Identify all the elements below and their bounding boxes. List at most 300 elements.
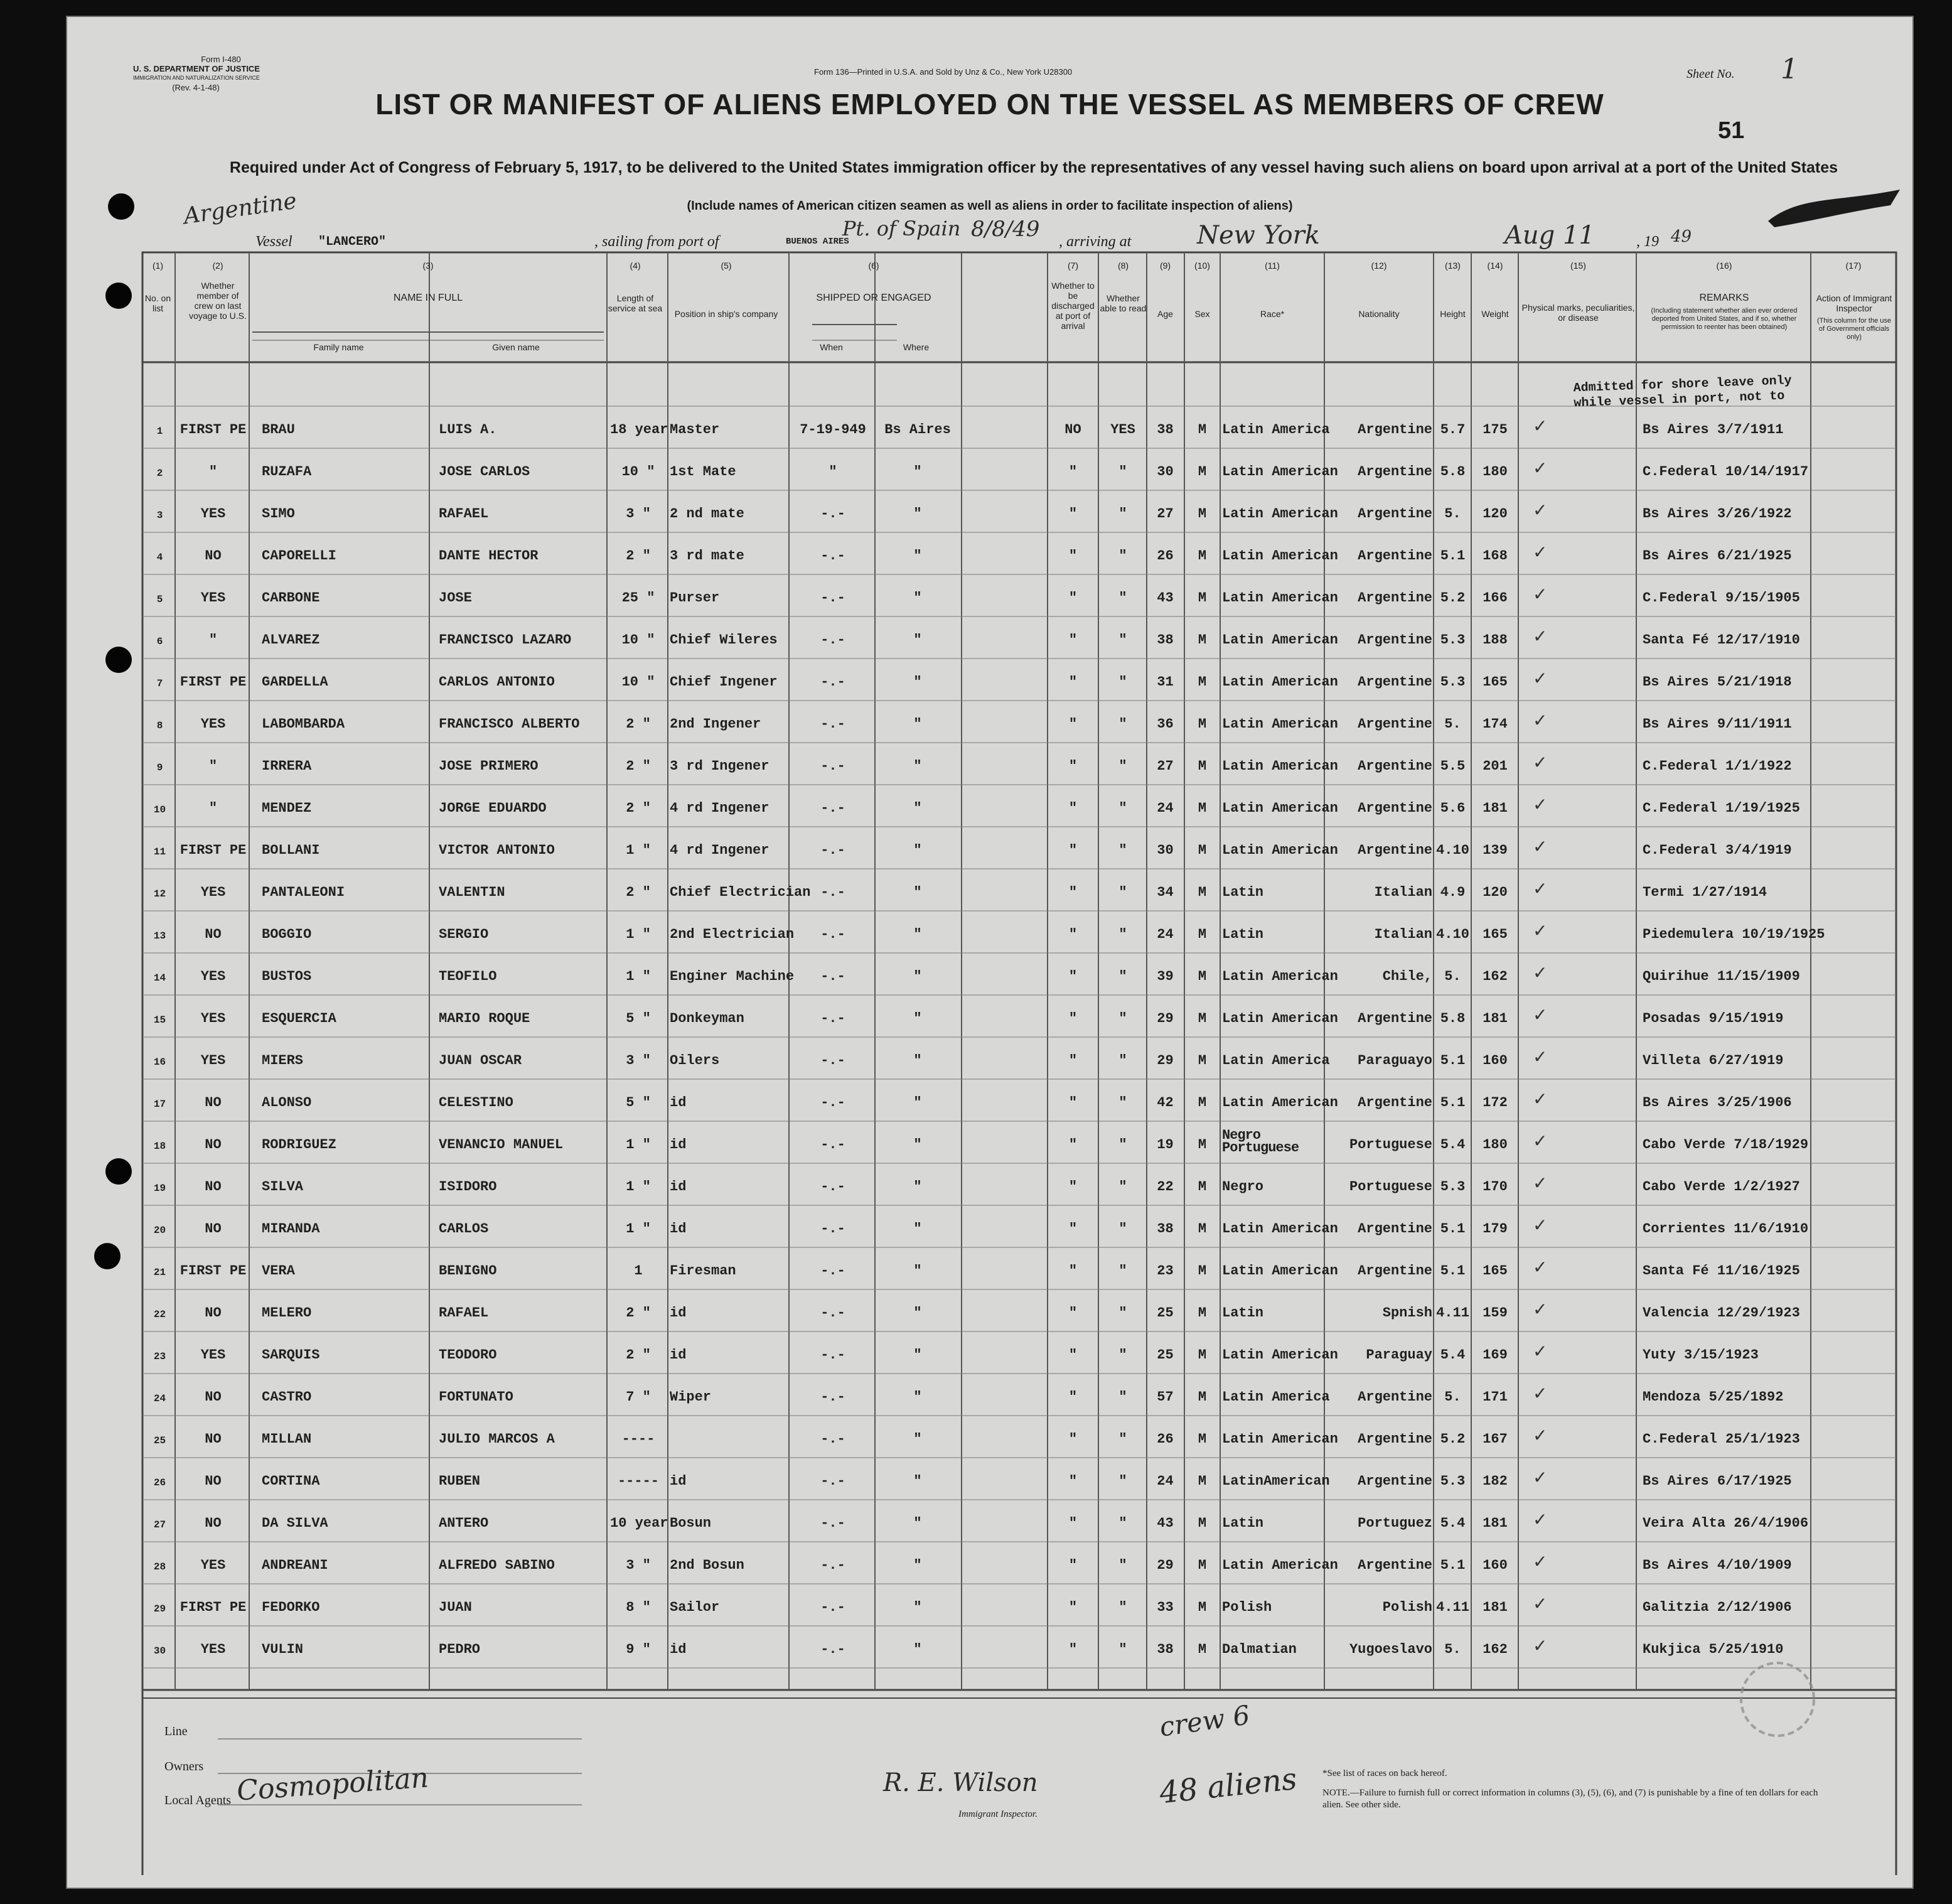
cell-when: -.-: [820, 1095, 845, 1111]
cell-race: Latin American: [1222, 674, 1338, 690]
cell-position: id: [670, 1137, 687, 1153]
cell-where: ": [913, 927, 922, 942]
cell-age: 36: [1157, 716, 1174, 732]
cell-when: -.-: [820, 1305, 845, 1321]
cell-position: id: [670, 1473, 687, 1489]
cell-given: PEDRO: [439, 1642, 481, 1657]
cell-discharge: ": [1068, 1515, 1078, 1531]
cell-read: ": [1118, 1347, 1127, 1363]
cell-no: 23: [153, 1351, 166, 1362]
check-mark-icon: ✓: [1533, 1552, 1548, 1572]
cell-where: ": [913, 1515, 922, 1531]
cell-age: 24: [1157, 927, 1174, 942]
cell-age: 27: [1157, 758, 1174, 774]
cell-service: 1 ": [626, 927, 651, 942]
cell-race: Latin American: [1222, 842, 1338, 858]
check-mark-icon: ✓: [1533, 1384, 1548, 1404]
cell-remarks: Quirihue 11/15/1909: [1643, 969, 1800, 984]
cell-nationality: Argentine: [1358, 422, 1432, 438]
cell-last: FIRST PE: [180, 674, 247, 690]
cell-weight: 162: [1483, 969, 1508, 984]
cell-family: BOGGIO: [262, 927, 312, 942]
cell-age: 25: [1157, 1347, 1174, 1363]
cell-read: ": [1118, 506, 1127, 522]
cell-where: ": [913, 1557, 922, 1573]
cell-read: ": [1118, 1263, 1127, 1279]
cell-nationality: Argentine: [1358, 674, 1432, 690]
cell-height: 5.3: [1440, 1473, 1466, 1489]
cell-height: 5.6: [1440, 800, 1466, 816]
cell-service: ----: [621, 1431, 655, 1447]
cell-discharge: ": [1068, 1263, 1078, 1279]
cell-where: ": [913, 674, 922, 690]
cell-sex: M: [1198, 548, 1207, 564]
cell-when: -.-: [820, 1557, 845, 1573]
cell-service: 2 ": [626, 800, 651, 816]
cell-service: 1 ": [626, 969, 651, 984]
cell-position: Oilers: [670, 1053, 720, 1068]
cell-discharge: ": [1068, 800, 1078, 816]
cell-discharge: ": [1068, 464, 1078, 480]
agents-label: Local Agents: [164, 1794, 232, 1807]
cell-age: 42: [1157, 1095, 1174, 1111]
punch-hole: [105, 282, 132, 309]
cell-where: ": [913, 1263, 922, 1279]
cell-position: 1st Mate: [670, 464, 736, 480]
cell-family: MIRANDA: [262, 1221, 320, 1237]
cell-position: 4 rd Ingener: [670, 842, 770, 858]
cell-where: ": [913, 758, 922, 774]
cell-no: 17: [153, 1099, 166, 1110]
cell-when: -.-: [820, 1179, 845, 1195]
cell-nationality: Argentine: [1358, 548, 1432, 564]
cell-sex: M: [1198, 422, 1207, 438]
cell-race: Latin: [1222, 885, 1264, 900]
col4-label: Length of service at sea: [608, 293, 663, 313]
cell-nationality: Argentine: [1358, 590, 1432, 606]
cell-when: -.-: [820, 548, 845, 564]
cell-where: ": [913, 1389, 922, 1405]
cell-nationality: Chile,: [1382, 969, 1432, 984]
cell-age: 27: [1157, 506, 1174, 522]
col12-label: Nationality: [1358, 309, 1400, 319]
cell-last: YES: [200, 885, 226, 900]
cell-given: DANTE HECTOR: [439, 548, 539, 564]
cell-last: ": [208, 464, 218, 480]
include-note: (Include names of American citizen seamen as well as aliens in order to facilitate inspection of aliens): [687, 199, 1293, 213]
cell-sex: M: [1198, 927, 1207, 942]
cell-last: YES: [200, 716, 226, 732]
cell-family: CAPORELLI: [262, 548, 336, 564]
cell-read: ": [1118, 548, 1127, 564]
cell-age: 38: [1157, 1642, 1174, 1657]
cell-read: ": [1118, 716, 1127, 732]
cell-age: 31: [1157, 674, 1174, 690]
col6-when: When: [820, 342, 843, 352]
cell-where: ": [913, 1179, 922, 1195]
cell-when: -.-: [820, 1221, 845, 1237]
cell-service: 5 ": [626, 1011, 651, 1026]
cell-discharge: ": [1068, 842, 1078, 858]
cell-remarks: Corrientes 11/6/1910: [1643, 1221, 1809, 1237]
cell-height: 5.1: [1440, 1053, 1466, 1068]
cell-remarks: Bs Aires 9/11/1911: [1643, 716, 1792, 732]
cell-no: 7: [156, 678, 163, 689]
cell-given: FORTUNATO: [439, 1389, 513, 1405]
flag-annotation: Argentine: [182, 188, 299, 230]
col12-num: (12): [1371, 261, 1387, 271]
cell-no: 28: [153, 1561, 166, 1573]
sheet-number: 1: [1781, 53, 1798, 85]
cell-read: ": [1118, 1600, 1127, 1615]
cell-position: Purser: [670, 590, 720, 606]
cell-weight: 181: [1483, 1600, 1508, 1615]
cell-no: 3: [156, 510, 163, 521]
cell-last: YES: [200, 506, 226, 522]
cell-height: 5.2: [1440, 1431, 1466, 1447]
cell-service: 3 ": [626, 1557, 651, 1573]
line-label: Line: [164, 1724, 188, 1738]
cell-position: Enginer Machine: [670, 969, 795, 984]
cell-where: ": [913, 590, 922, 606]
check-mark-icon: ✓: [1533, 837, 1548, 857]
col10-num: (10): [1194, 261, 1210, 271]
col16-label: REMARKS: [1699, 293, 1749, 303]
cell-weight: 139: [1483, 842, 1508, 858]
cell-discharge: NO: [1064, 422, 1081, 438]
cell-nationality: Argentine: [1358, 716, 1432, 732]
cell-when: -.-: [820, 1431, 845, 1447]
cell-height: 4.11: [1436, 1600, 1469, 1615]
cell-last: YES: [200, 1642, 226, 1657]
cell-sex: M: [1198, 1221, 1207, 1237]
cell-where: ": [913, 1347, 922, 1363]
sheet-label: Sheet No.: [1687, 67, 1735, 81]
cell-nationality: Argentine: [1358, 464, 1432, 480]
ink-stamp: [1734, 1649, 1815, 1750]
cell-service: 1 ": [626, 1179, 651, 1195]
cell-where: ": [913, 716, 922, 732]
cell-height: 5.: [1444, 506, 1461, 522]
cell-race: Latin America: [1222, 1389, 1330, 1405]
cell-service: 10 ": [621, 632, 655, 648]
cell-last: YES: [200, 1557, 226, 1573]
cell-given: MARIO ROQUE: [439, 1011, 530, 1026]
cell-last: YES: [200, 590, 226, 606]
cell-height: 5.4: [1440, 1515, 1466, 1531]
cell-last: FIRST PE: [180, 1600, 247, 1615]
cell-read: ": [1118, 885, 1127, 900]
cell-given: JOSE PRIMERO: [439, 758, 539, 774]
cell-discharge: ": [1068, 1305, 1078, 1321]
cell-race: Latin American: [1222, 506, 1338, 522]
cell-age: 19: [1157, 1137, 1174, 1153]
cell-read: YES: [1110, 422, 1135, 438]
cell-when: -.-: [820, 674, 845, 690]
vessel-name: "LANCERO": [318, 235, 387, 249]
cell-last: NO: [205, 1179, 222, 1195]
cell-where: ": [913, 1221, 922, 1237]
cell-nationality: Argentine: [1358, 758, 1432, 774]
cell-height: 5.4: [1440, 1137, 1466, 1153]
cell-family: CARBONE: [262, 590, 320, 606]
cell-where: ": [913, 885, 922, 900]
col11-num: (11): [1265, 261, 1280, 271]
cell-race: Polish: [1222, 1600, 1272, 1615]
cell-given: RAFAEL: [439, 506, 489, 522]
check-mark-icon: ✓: [1533, 753, 1548, 773]
cell-nationality: Portuguese: [1349, 1179, 1432, 1195]
cell-service: 1 ": [626, 842, 651, 858]
cell-discharge: ": [1068, 1095, 1078, 1111]
cell-last: ": [208, 632, 218, 648]
cell-remarks: Santa Fé 12/17/1910: [1643, 632, 1800, 648]
cell-position: id: [670, 1221, 687, 1237]
cell-sex: M: [1198, 464, 1207, 480]
cell-given: JUAN OSCAR: [439, 1053, 522, 1068]
cell-age: 30: [1157, 842, 1174, 858]
cell-height: 5.: [1444, 969, 1461, 984]
cell-remarks: Bs Aires 3/26/1922: [1643, 506, 1792, 522]
cell-family: VERA: [262, 1263, 295, 1279]
cell-given: RUBEN: [439, 1473, 481, 1489]
cell-no: 21: [153, 1267, 166, 1278]
cell-nationality: Argentine: [1358, 842, 1432, 858]
cell-last: FIRST PE: [180, 422, 247, 438]
cell-nationality: Argentine: [1358, 1221, 1432, 1237]
cell-read: ": [1118, 1221, 1127, 1237]
cell-family: CORTINA: [262, 1473, 320, 1489]
cell-position: id: [670, 1179, 687, 1195]
col8-num: (8): [1117, 261, 1129, 271]
cell-family: ESQUERCIA: [262, 1011, 336, 1026]
cell-race: Latin American: [1222, 758, 1338, 774]
cell-sex: M: [1198, 1011, 1207, 1026]
check-mark-icon: ✓: [1533, 1426, 1548, 1446]
cell-where: ": [913, 1137, 922, 1153]
cell-when: -.-: [820, 758, 845, 774]
owners-label: Owners: [164, 1760, 204, 1773]
cell-no: 14: [153, 972, 166, 984]
subtitle: Required under Act of Congress of February 5, 1917, to be delivered to the United States immigration officer by the representatives of any vessel having such aliens on board upon arrival at a port of the United States: [229, 159, 1838, 176]
inspector-label: Immigrant Inspector.: [958, 1809, 1038, 1819]
cell-given: CARLOS: [439, 1221, 489, 1237]
check-mark-icon: ✓: [1533, 627, 1548, 647]
check-mark-icon: ✓: [1533, 1300, 1548, 1320]
check-mark-icon: ✓: [1533, 795, 1548, 815]
cell-when: -.-: [820, 1473, 845, 1489]
cell-height: 5.3: [1440, 1179, 1466, 1195]
cell-nationality: Italian: [1374, 885, 1432, 900]
cell-remarks: Mendoza 5/25/1892: [1643, 1389, 1784, 1405]
cell-given: JOSE: [439, 590, 472, 606]
col13-num: (13): [1445, 261, 1461, 271]
cell-given: ISIDORO: [439, 1179, 497, 1195]
cell-discharge: ": [1068, 506, 1078, 522]
cell-height: 5.5: [1440, 758, 1466, 774]
cell-position: Sailor: [670, 1600, 720, 1615]
check-mark-icon: ✓: [1533, 417, 1548, 436]
cell-remarks: Bs Aires 4/10/1909: [1643, 1557, 1792, 1573]
cell-nationality: Argentine: [1358, 506, 1432, 522]
cell-sex: M: [1198, 842, 1207, 858]
cell-last: NO: [205, 1389, 222, 1405]
cell-height: 5.8: [1440, 464, 1466, 480]
check-mark-icon: ✓: [1533, 1090, 1548, 1109]
cell-sex: M: [1198, 758, 1207, 774]
cell-race: Latin American: [1222, 1263, 1338, 1279]
check-mark-icon: ✓: [1533, 459, 1548, 478]
cell-when: -.-: [820, 1011, 845, 1026]
inspector-signature: R. E. Wilson: [883, 1768, 1038, 1797]
cell-weight: 179: [1483, 1221, 1508, 1237]
cell-age: 24: [1157, 1473, 1174, 1489]
cell-age: 22: [1157, 1179, 1174, 1195]
cell-height: 5.: [1444, 716, 1461, 732]
punch-hole: [105, 647, 132, 673]
cell-no: 8: [156, 720, 163, 731]
cell-where: Bs Aires: [884, 422, 951, 438]
cell-remarks: Bs Aires 6/17/1925: [1643, 1473, 1792, 1489]
col13-label: Height: [1440, 309, 1466, 319]
cell-remarks: Yuty 3/15/1923: [1643, 1347, 1759, 1363]
cell-remarks: Piedemulera 10/19/1925: [1643, 927, 1825, 942]
cell-discharge: ": [1068, 1473, 1078, 1489]
cell-last: NO: [205, 927, 222, 942]
cell-where: ": [913, 548, 922, 564]
cell-weight: 181: [1483, 1515, 1508, 1531]
cell-where: ": [913, 1053, 922, 1068]
cell-age: 26: [1157, 548, 1174, 564]
cell-age: 29: [1157, 1011, 1174, 1026]
cell-height: 5.1: [1440, 1095, 1466, 1111]
cell-race: Latin American: [1222, 800, 1338, 816]
cell-nationality: Spnish: [1382, 1305, 1432, 1321]
check-mark-icon: ✓: [1533, 1468, 1548, 1488]
check-mark-icon: ✓: [1533, 1048, 1548, 1067]
cell-discharge: ": [1068, 1011, 1078, 1026]
col3-family: Family name: [313, 342, 364, 352]
cell-no: 18: [153, 1141, 166, 1152]
cell-race: LatinAmerican: [1222, 1473, 1330, 1489]
cell-weight: 165: [1483, 1263, 1508, 1279]
cell-when: -.-: [820, 506, 845, 522]
cell-race: Dalmatian: [1222, 1642, 1297, 1657]
cell-sex: M: [1198, 632, 1207, 648]
cell-height: 5.1: [1440, 1557, 1466, 1573]
cell-no: 16: [153, 1057, 166, 1068]
cell-height: 4.10: [1436, 927, 1469, 942]
cell-weight: 182: [1483, 1473, 1508, 1489]
cell-read: ": [1118, 590, 1127, 606]
cell-remarks: Bs Aires 5/21/1918: [1643, 674, 1792, 690]
check-mark-icon: ✓: [1533, 1006, 1548, 1025]
cell-discharge: ": [1068, 1557, 1078, 1573]
cell-given: ANTERO: [439, 1515, 489, 1531]
col7-label: Whether to be discharged at port of arrival: [1051, 281, 1095, 331]
cell-service: 10 year: [610, 1515, 668, 1531]
cell-race: Latin American: [1222, 464, 1338, 480]
cell-age: 30: [1157, 464, 1174, 480]
cell-no: 29: [153, 1603, 166, 1615]
cell-last: FIRST PE: [180, 1263, 247, 1279]
cell-height: 4.10: [1436, 842, 1469, 858]
cell-height: 5.8: [1440, 1011, 1466, 1026]
cell-family: GARDELLA: [262, 674, 328, 690]
cell-family: SILVA: [262, 1179, 304, 1195]
cell-position: id: [670, 1095, 687, 1111]
cell-read: ": [1118, 1557, 1127, 1573]
col6-where: Where: [903, 342, 930, 352]
cell-height: 5.4: [1440, 1347, 1466, 1363]
col16-num: (16): [1716, 261, 1732, 271]
cell-given: TEOFILO: [439, 969, 497, 984]
cell-family: LABOMBARDA: [262, 716, 345, 732]
cell-sex: M: [1198, 1600, 1207, 1615]
cell-last: NO: [205, 548, 222, 564]
cell-weight: 168: [1483, 548, 1508, 564]
cell-when: -.-: [820, 842, 845, 858]
cell-service: 2 ": [626, 885, 651, 900]
cell-service: 18 year: [610, 422, 668, 438]
cell-position: 2 nd mate: [670, 506, 744, 522]
col5-label: Position in ship's company: [674, 309, 778, 319]
form-id: Form I-480: [201, 55, 241, 64]
cell-race: Negro: [1222, 1179, 1264, 1195]
check-mark-icon: ✓: [1533, 711, 1548, 731]
year-prefix: , 19: [1636, 234, 1659, 250]
cell-no: 6: [156, 636, 163, 647]
col9-num: (9): [1159, 261, 1171, 271]
cell-sex: M: [1198, 1515, 1207, 1531]
col8-label: Whether able to read: [1100, 293, 1147, 313]
col1-num: (1): [152, 261, 164, 271]
cell-height: 5.1: [1440, 1263, 1466, 1279]
cell-service: 10 ": [621, 464, 655, 480]
cell-nationality: Argentine: [1358, 1557, 1432, 1573]
cell-height: 5.3: [1440, 674, 1466, 690]
page-title: LIST OR MANIFEST OF ALIENS EMPLOYED ON THE VESSEL AS MEMBERS OF CREW: [375, 88, 1604, 121]
col7-num: (7): [1067, 261, 1079, 271]
cell-when: -.-: [820, 590, 845, 606]
cell-discharge: ": [1068, 1179, 1078, 1195]
cell-discharge: ": [1068, 1389, 1078, 1405]
cell-service: 1 ": [626, 1137, 651, 1153]
cell-race: Latin American: [1222, 632, 1338, 648]
cell-last: YES: [200, 1011, 226, 1026]
cell-position: 4 rd Ingener: [670, 800, 770, 816]
agents-value: Cosmopolitan: [235, 1761, 430, 1807]
form-service: IMMIGRATION AND NATURALIZATION SERVICE: [133, 75, 260, 81]
cell-sex: M: [1198, 1305, 1207, 1321]
col17-sub: (This column for the use of Government officials only): [1817, 317, 1891, 341]
cell-sex: M: [1198, 590, 1207, 606]
vessel-label: Vessel: [255, 234, 292, 250]
cell-remarks: Cabo Verde 7/18/1929: [1643, 1137, 1809, 1153]
cell-read: ": [1118, 1389, 1127, 1405]
cell-where: ": [913, 1305, 922, 1321]
col4-num: (4): [630, 261, 641, 271]
cell-family: CASTRO: [262, 1389, 312, 1405]
check-mark-icon: ✓: [1533, 1510, 1548, 1530]
cell-family: SIMO: [262, 506, 295, 522]
cell-where: ": [913, 506, 922, 522]
cell-nationality: Paraguay: [1366, 1347, 1432, 1363]
cell-read: ": [1118, 758, 1127, 774]
cell-last: FIRST PE: [180, 842, 247, 858]
cell-service: 1 ": [626, 1221, 651, 1237]
cell-nationality: Paraguayo: [1358, 1053, 1432, 1068]
